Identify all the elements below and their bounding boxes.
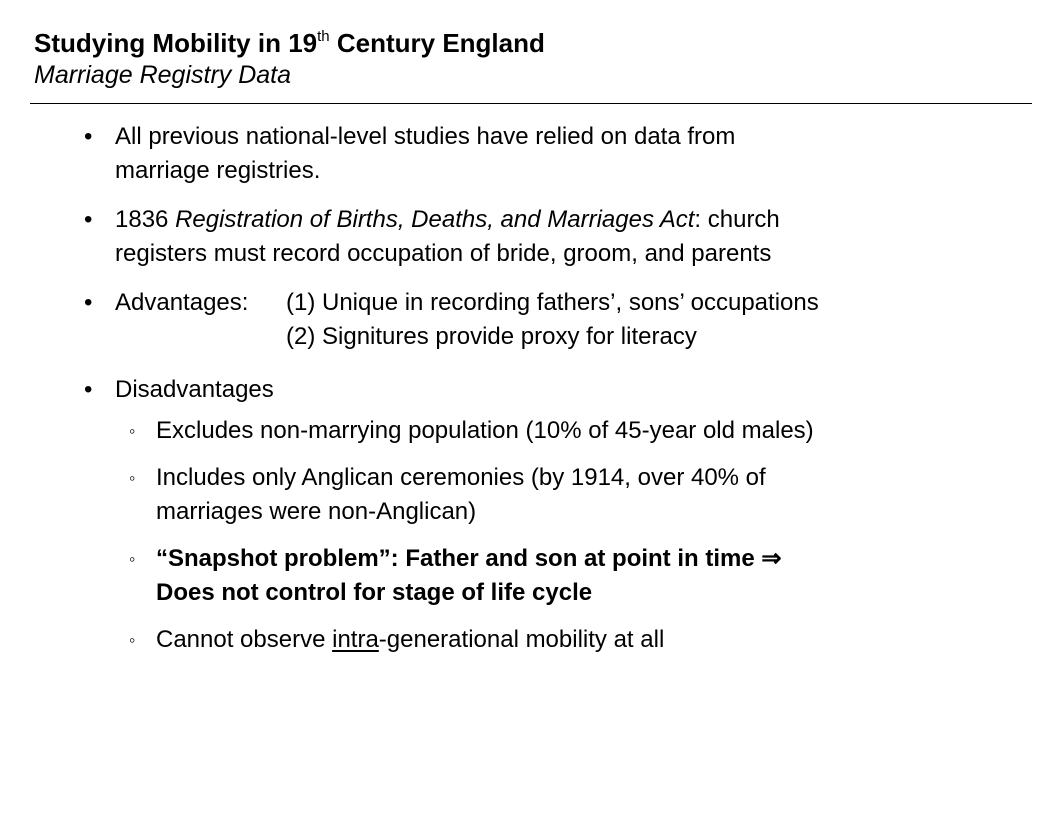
advantages-row (115, 286, 1014, 354)
sub-text: -generational mobility at all (378, 626, 665, 653)
act-name: Registration of Births, Deaths, and Marriages Act (175, 206, 695, 233)
bullet-item-previous-studies (84, 120, 1014, 188)
bullet-icon: • (84, 289, 93, 316)
title-divider (30, 103, 1032, 104)
sub-item-non-marrying (84, 414, 1014, 448)
bullet-icon: • (84, 123, 93, 150)
page-subtitle: Marriage Registry Data (34, 61, 292, 89)
bullet-icon: • (84, 206, 93, 233)
advantages-list (286, 286, 1014, 354)
sub-text-line: Does not control for stage of life cycle (156, 579, 593, 606)
bullet-list (84, 120, 1014, 657)
sub-text-line: “Snapshot problem”: Father and son at point in time ⇒ (156, 545, 782, 572)
bullet-item-registration-act (84, 203, 1014, 271)
title-text: Studying Mobility in 19 (34, 28, 318, 58)
sub-text-line: Excludes non-marrying population (10% of 45-year old males) (156, 417, 814, 444)
sub-text-line: Includes only Anglican ceremonies (by 1914, over 40% of (156, 464, 766, 491)
advantage-item: (1) Unique in recording fathers’, sons’ occupations (286, 289, 819, 316)
bullet-text-line (115, 203, 1014, 237)
bullet-item-advantages (84, 286, 1014, 354)
act-year: 1836 (115, 206, 176, 233)
bullet-text-line: marriage registries. (115, 157, 321, 184)
sub-text: Cannot observe (156, 626, 333, 653)
sub-bullet-icon: ◦ (129, 468, 136, 488)
act-text: : church (694, 206, 780, 233)
sub-item-intra-generational (84, 623, 1014, 657)
sub-text-line: marriages were non-Anglican) (156, 498, 477, 525)
sub-item-snapshot-problem (84, 542, 1014, 610)
bullet-icon: • (84, 376, 93, 403)
title-superscript: th (317, 28, 330, 45)
sub-item-anglican (84, 461, 1014, 529)
bullet-text-line: registers must record occupation of bride, groom, and parents (115, 240, 772, 267)
sub-bullet-icon: ◦ (129, 630, 136, 650)
advantages-label: Advantages: (115, 289, 249, 316)
bullet-text-line: All previous national-level studies have relied on data from (115, 123, 736, 150)
title-text-end: Century England (329, 28, 545, 58)
underlined-text: intra (332, 626, 379, 653)
sub-text-line (156, 623, 1014, 657)
page-title (34, 26, 1024, 60)
title-block (34, 26, 1024, 90)
sub-bullet-icon: ◦ (129, 549, 136, 569)
disadvantages-label: Disadvantages (115, 376, 274, 403)
advantage-item: (2) Signitures provide proxy for literacy (286, 323, 697, 350)
sub-bullet-icon: ◦ (129, 421, 136, 441)
bullet-item-disadvantages (84, 373, 1014, 407)
